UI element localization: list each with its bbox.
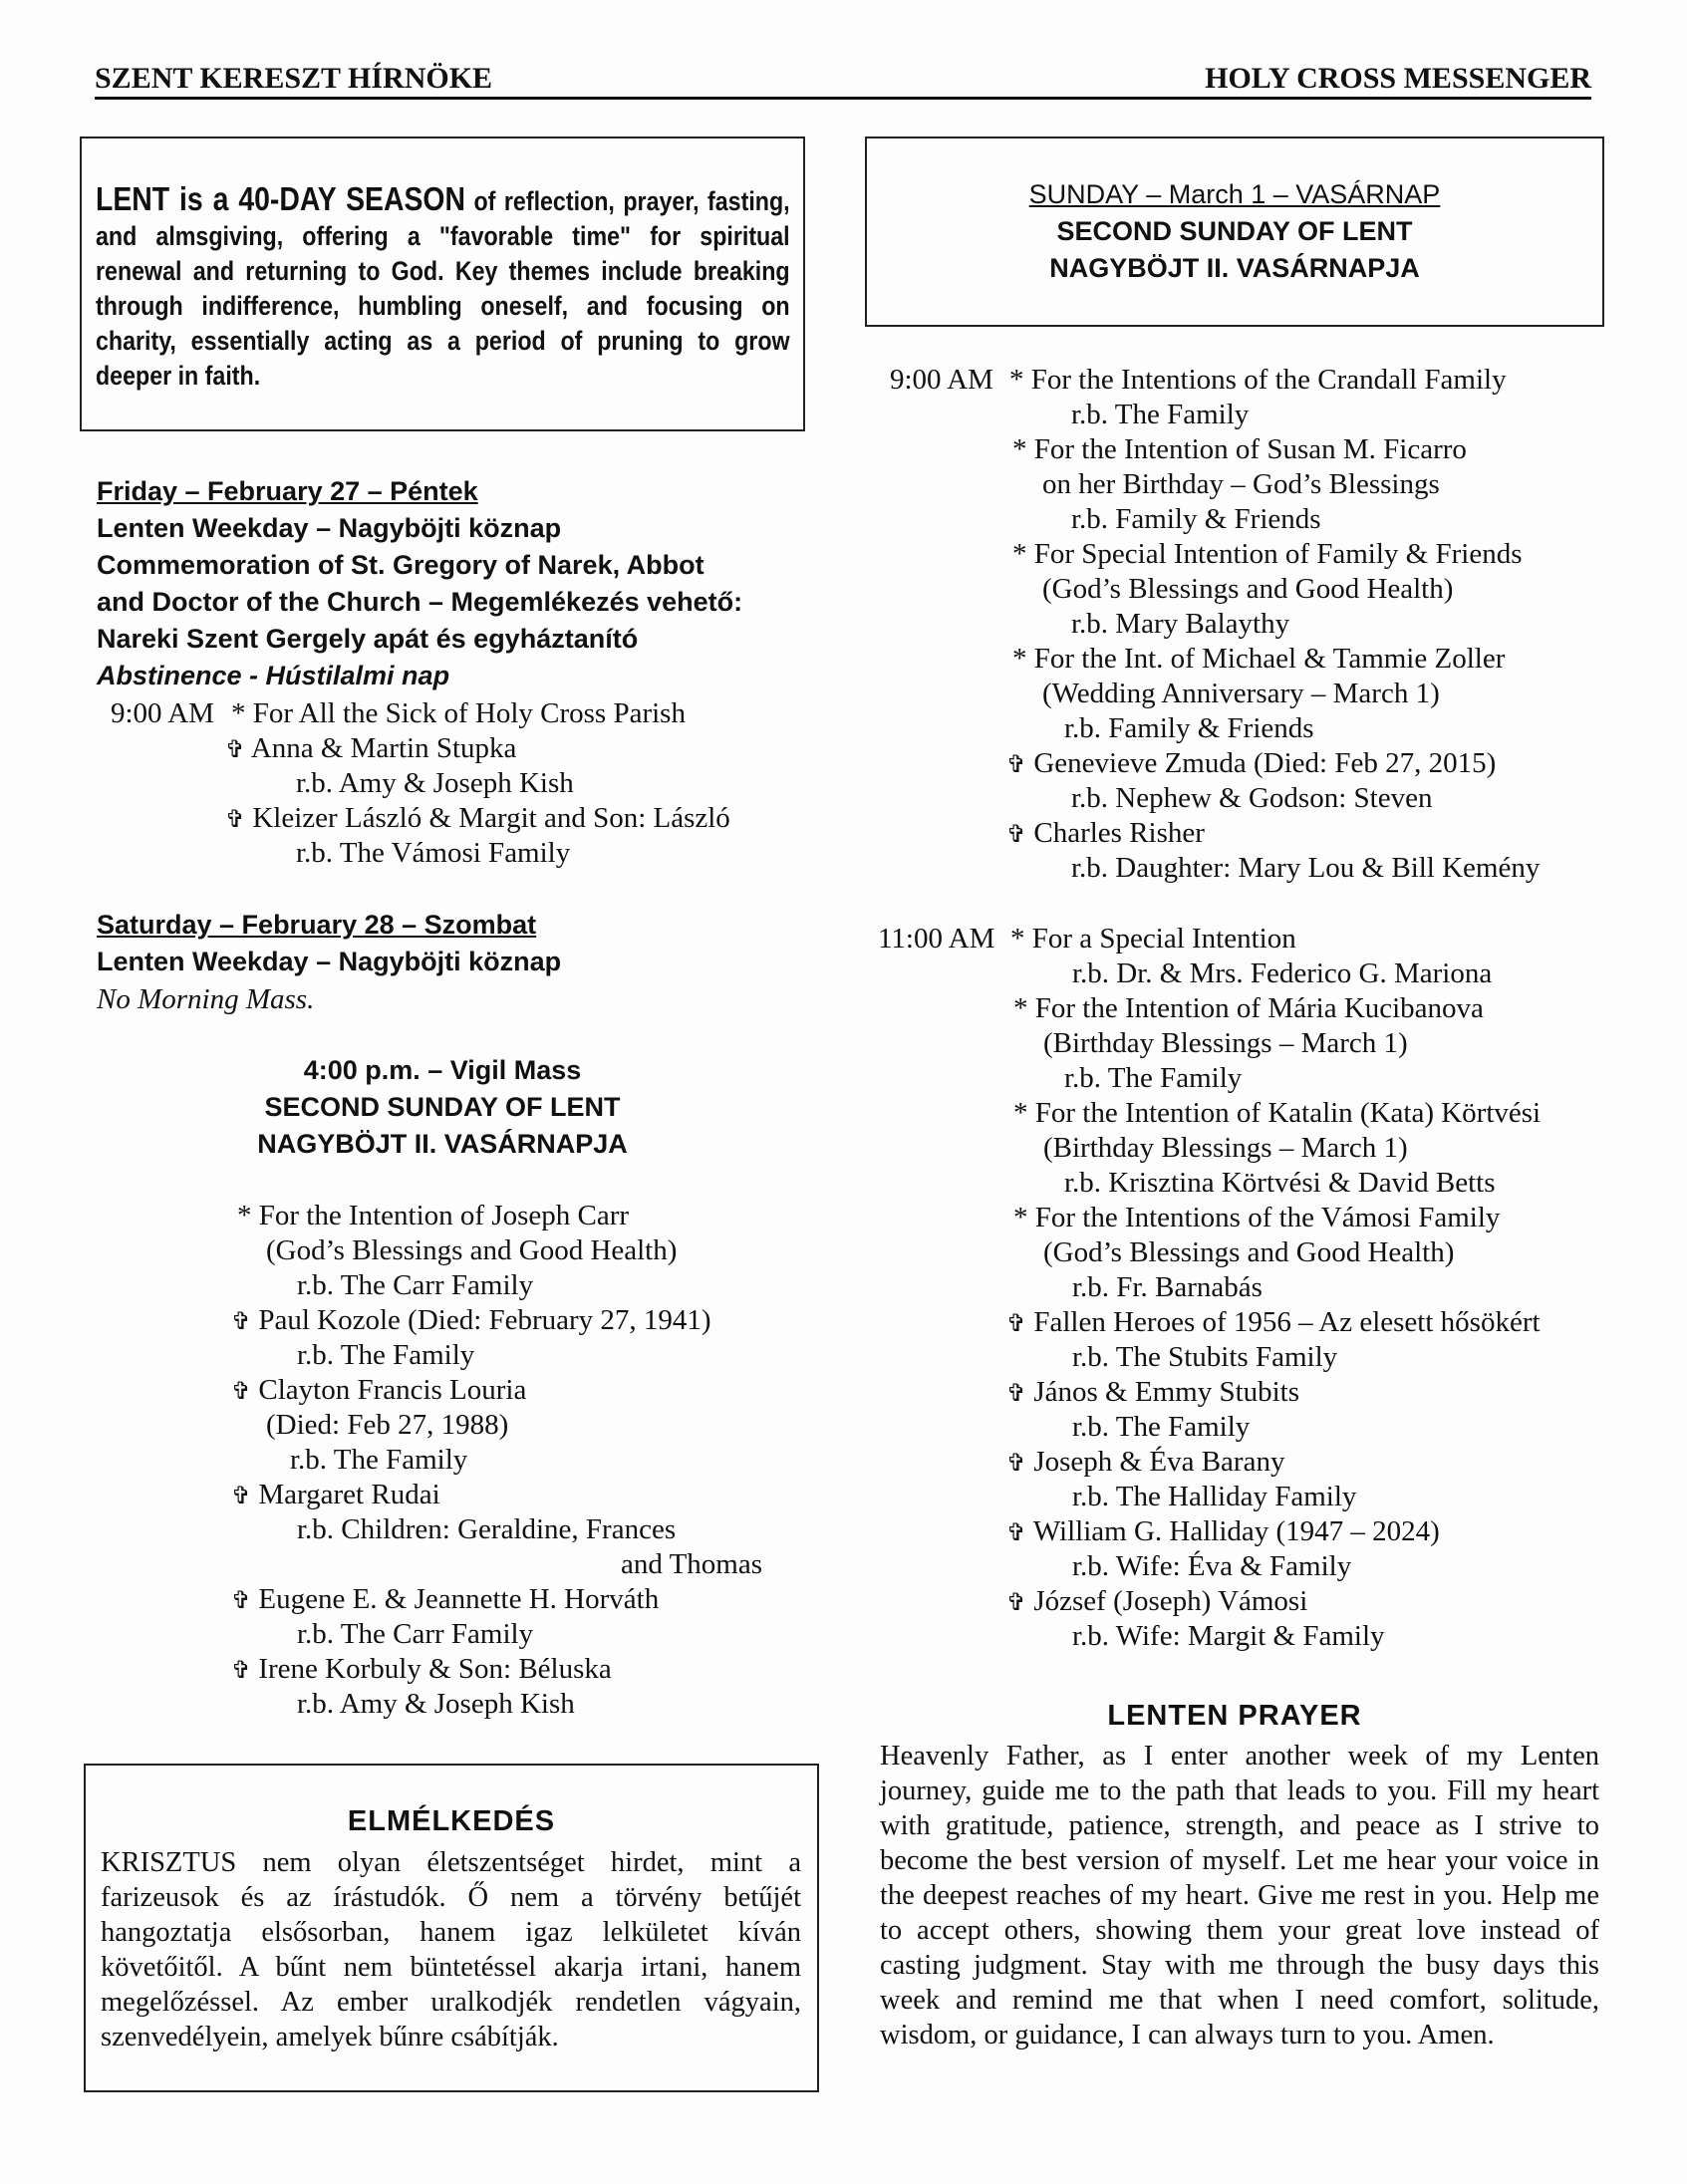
saturday-note: No Morning Mass. <box>97 983 315 1015</box>
sunday-11am-requested-by: r.b. The Halliday Family <box>1072 1481 1357 1512</box>
latin-cross-icon: ✞ <box>1006 750 1027 778</box>
friday-mass-time: 9:00 AM <box>111 697 214 729</box>
sunday-11am-requested-by: r.b. The Family <box>1072 1411 1251 1443</box>
saturday-heading: Saturday – February 28 – Szombat <box>97 910 537 940</box>
sunday-9am-requested-by: r.b. The Family <box>1071 399 1250 430</box>
header-left-title: SZENT KERESZT HÍRNÖKE <box>95 62 493 95</box>
vigil-intention: ✞ Margaret Rudai <box>231 1479 440 1510</box>
sunday-9am-intention: ✞ Charles Risher <box>1006 817 1205 849</box>
friday-intention: * For All the Sick of Holy Cross Parish <box>231 697 686 729</box>
sunday-9am-intention: * For the Int. of Michael & Tammie Zoller <box>1012 643 1506 675</box>
latin-cross-icon: ✞ <box>1006 820 1027 848</box>
saturday-weekday: Lenten Weekday – Nagyböjti köznap <box>97 947 562 976</box>
sunday-heading: SUNDAY – March 1 – VASÁRNAP <box>1028 179 1441 209</box>
latin-cross-icon: ✞ <box>231 1586 252 1614</box>
vigil-requested-by: r.b. The Carr Family <box>297 1269 534 1301</box>
vigil-requested-by: r.b. The Family <box>297 1339 475 1371</box>
friday-intention: ✞ Kleizer László & Margit and Son: László <box>225 802 730 834</box>
sunday-9am-intention: ✞ Genevieve Zmuda (Died: Feb 27, 2015) <box>1006 747 1497 779</box>
latin-cross-icon: ✞ <box>231 1482 252 1509</box>
sunday-11am-intention: ✞ William G. Halliday (1947 – 2024) <box>1006 1515 1440 1547</box>
sunday-9am-intention: * For the Intentions of the Crandall Family <box>1009 364 1507 396</box>
sunday-9am-time: 9:00 AM <box>890 364 993 396</box>
friday-weekday: Lenten Weekday – Nagyböjti köznap <box>97 513 562 543</box>
lenten-prayer-title: LENTEN PRAYER <box>1107 1700 1362 1732</box>
sunday-9am-requested-by: r.b. Mary Balaythy <box>1071 608 1290 640</box>
sunday-9am-requested-by: r.b. Family & Friends <box>1071 503 1321 535</box>
sunday-9am-intention-detail: on her Birthday – God’s Blessings <box>1042 468 1440 500</box>
sunday-11am-intention: * For the Intention of Katalin (Kata) Körtvési <box>1013 1097 1542 1129</box>
elmelkedes-title: ELMÉLKEDÉS <box>347 1805 556 1837</box>
sunday-9am-intention: * For the Intention of Susan M. Ficarro <box>1012 433 1467 465</box>
latin-cross-icon: ✞ <box>231 1307 252 1335</box>
sunday-11am-intention-detail: (God’s Blessings and Good Health) <box>1043 1236 1455 1268</box>
sunday-11am-intention: ✞ József (Joseph) Vámosi <box>1006 1585 1308 1617</box>
friday-abstinence: Abstinence - Hústilalmi nap <box>97 661 450 690</box>
vigil-intention: ✞ Paul Kozole (Died: February 27, 1941) <box>231 1304 711 1336</box>
sunday-9am-requested-by: r.b. Nephew & Godson: Steven <box>1071 782 1433 814</box>
sunday-11am-requested-by: r.b. The Family <box>1064 1062 1243 1094</box>
latin-cross-icon: ✞ <box>1006 1518 1027 1546</box>
sunday-9am-requested-by: r.b. Daughter: Mary Lou & Bill Kemény <box>1071 852 1541 884</box>
sunday-title: SECOND SUNDAY OF LENT <box>1056 216 1413 246</box>
friday-heading: Friday – February 27 – Péntek <box>97 476 478 506</box>
sunday-11am-intention-detail: (Birthday Blessings – March 1) <box>1043 1132 1408 1164</box>
header-right-title: HOLY CROSS MESSENGER <box>1205 62 1591 95</box>
vigil-title: SECOND SUNDAY OF LENT <box>264 1092 621 1122</box>
vigil-requested-by: r.b. The Carr Family <box>297 1618 534 1650</box>
sunday-11am-requested-by: r.b. Wife: Margit & Family <box>1072 1620 1385 1652</box>
latin-cross-icon: ✞ <box>231 1656 252 1684</box>
latin-cross-icon: ✞ <box>1006 1449 1027 1477</box>
latin-cross-icon: ✞ <box>225 805 246 833</box>
friday-intention: ✞ Anna & Martin Stupka <box>225 732 517 764</box>
vigil-intention: ✞ Irene Korbuly & Son: Béluska <box>231 1653 612 1685</box>
vigil-requested-by: r.b. Amy & Joseph Kish <box>297 1688 575 1720</box>
vigil-title-hu: NAGYBÖJT II. VASÁRNAPJA <box>257 1129 628 1159</box>
sunday-11am-requested-by: r.b. Fr. Barnabás <box>1072 1271 1263 1303</box>
sunday-9am-requested-by: r.b. Family & Friends <box>1064 712 1314 744</box>
sunday-11am-intention: ✞ Fallen Heroes of 1956 – Az elesett hősökért <box>1006 1306 1541 1338</box>
vigil-requested-by: r.b. The Family <box>290 1444 468 1476</box>
lent-body: of reflection, prayer, fasting, and almsgiving, offering a "favorable time" for spiritual renewal and returning to God. Key themes include breaking through indifference, humbling oneself, and focusing on charity, essentially acting as a period of pruning to grow deeper in faith. <box>96 186 790 391</box>
vigil-requested-by: r.b. Children: Geraldine, Frances <box>297 1513 677 1545</box>
sunday-11am-time: 11:00 AM <box>878 923 995 955</box>
sunday-9am-intention-detail: (God’s Blessings and Good Health) <box>1042 573 1454 605</box>
friday-requested-by: r.b. The Vámosi Family <box>296 837 571 869</box>
friday-requested-by: r.b. Amy & Joseph Kish <box>296 767 574 799</box>
sunday-11am-intention: * For the Intention of Mária Kucibanova <box>1013 992 1484 1024</box>
sunday-11am-requested-by: r.b. Krisztina Körtvési & David Betts <box>1064 1167 1496 1199</box>
sunday-9am-intention-detail: (Wedding Anniversary – March 1) <box>1042 678 1440 709</box>
latin-cross-icon: ✞ <box>1006 1588 1027 1616</box>
vigil-intention: * For the Intention of Joseph Carr <box>237 1200 630 1231</box>
vigil-intention: ✞ Clayton Francis Louria <box>231 1374 527 1406</box>
sunday-11am-intention-detail: (Birthday Blessings – March 1) <box>1043 1027 1408 1059</box>
sunday-9am-intention: * For Special Intention of Family & Friends <box>1012 538 1523 570</box>
friday-commemoration-1: Commemoration of St. Gregory of Narek, Abbot <box>97 550 704 580</box>
friday-commemoration-3: Nareki Szent Gergely apát és egyháztanító <box>97 624 639 654</box>
sunday-11am-requested-by: r.b. Dr. & Mrs. Federico G. Mariona <box>1072 957 1493 989</box>
vigil-time: 4:00 p.m. – Vigil Mass <box>303 1055 582 1085</box>
sunday-11am-intention: * For a Special Intention <box>1010 923 1296 955</box>
lent-info-text <box>96 181 790 394</box>
latin-cross-icon: ✞ <box>231 1377 252 1405</box>
sunday-title-hu: NAGYBÖJT II. VASÁRNAPJA <box>1049 253 1420 283</box>
lenten-prayer-text: Heavenly Father, as I enter another week of my Lenten journey, guide me to the path that leads to you. Fill my heart with gratitude, patience, strength, and peace as I strive to become the best version of myself. Let me hear your voice in the deepest reaches of my heart. Give me rest in you. Help me to accept others, showing them your great love instead of casting judgment. Stay with me through the busy days this week and remind me that when I need comfort, solitude, wisdom, or guidance, I can always turn to you. Amen. <box>880 1741 1599 2050</box>
header-rule <box>95 97 1591 100</box>
vigil-intention-detail: (God’s Blessings and Good Health) <box>266 1234 678 1266</box>
vigil-intention-detail: (Died: Feb 27, 1988) <box>266 1409 509 1441</box>
vigil-intention: ✞ Eugene E. & Jeannette H. Horváth <box>231 1583 660 1615</box>
sunday-11am-intention: ✞ János & Emmy Stubits <box>1006 1376 1300 1408</box>
lent-lead: LENT is a 40-DAY SEASON <box>96 180 465 217</box>
sunday-11am-intention: ✞ Joseph & Éva Barany <box>1006 1446 1285 1478</box>
vigil-requested-by-cont: and Thomas <box>621 1548 763 1580</box>
sunday-11am-intention: * For the Intentions of the Vámosi Family <box>1013 1202 1501 1233</box>
latin-cross-icon: ✞ <box>1006 1309 1027 1337</box>
latin-cross-icon: ✞ <box>1006 1379 1027 1407</box>
sunday-11am-requested-by: r.b. Wife: Éva & Family <box>1072 1550 1352 1582</box>
friday-commemoration-2: and Doctor of the Church – Megemlékezés vehető: <box>97 587 743 617</box>
sunday-11am-requested-by: r.b. The Stubits Family <box>1072 1341 1338 1373</box>
elmelkedes-text: KRISZTUS nem olyan életszentséget hirdet, mint a farizeusok és az írástudók. Ő nem a törvény betűjét hangoztatja elsősorban, hanem igaz lelkületet kíván követőitől. A bűnt nem büntetéssel akarja irtani, hanem megelőzéssel. Az ember uralkodjék rendetlen vágyain, szenvedélyein, amelyek bűnre csábítják. <box>101 1847 801 2052</box>
latin-cross-icon: ✞ <box>225 735 246 763</box>
